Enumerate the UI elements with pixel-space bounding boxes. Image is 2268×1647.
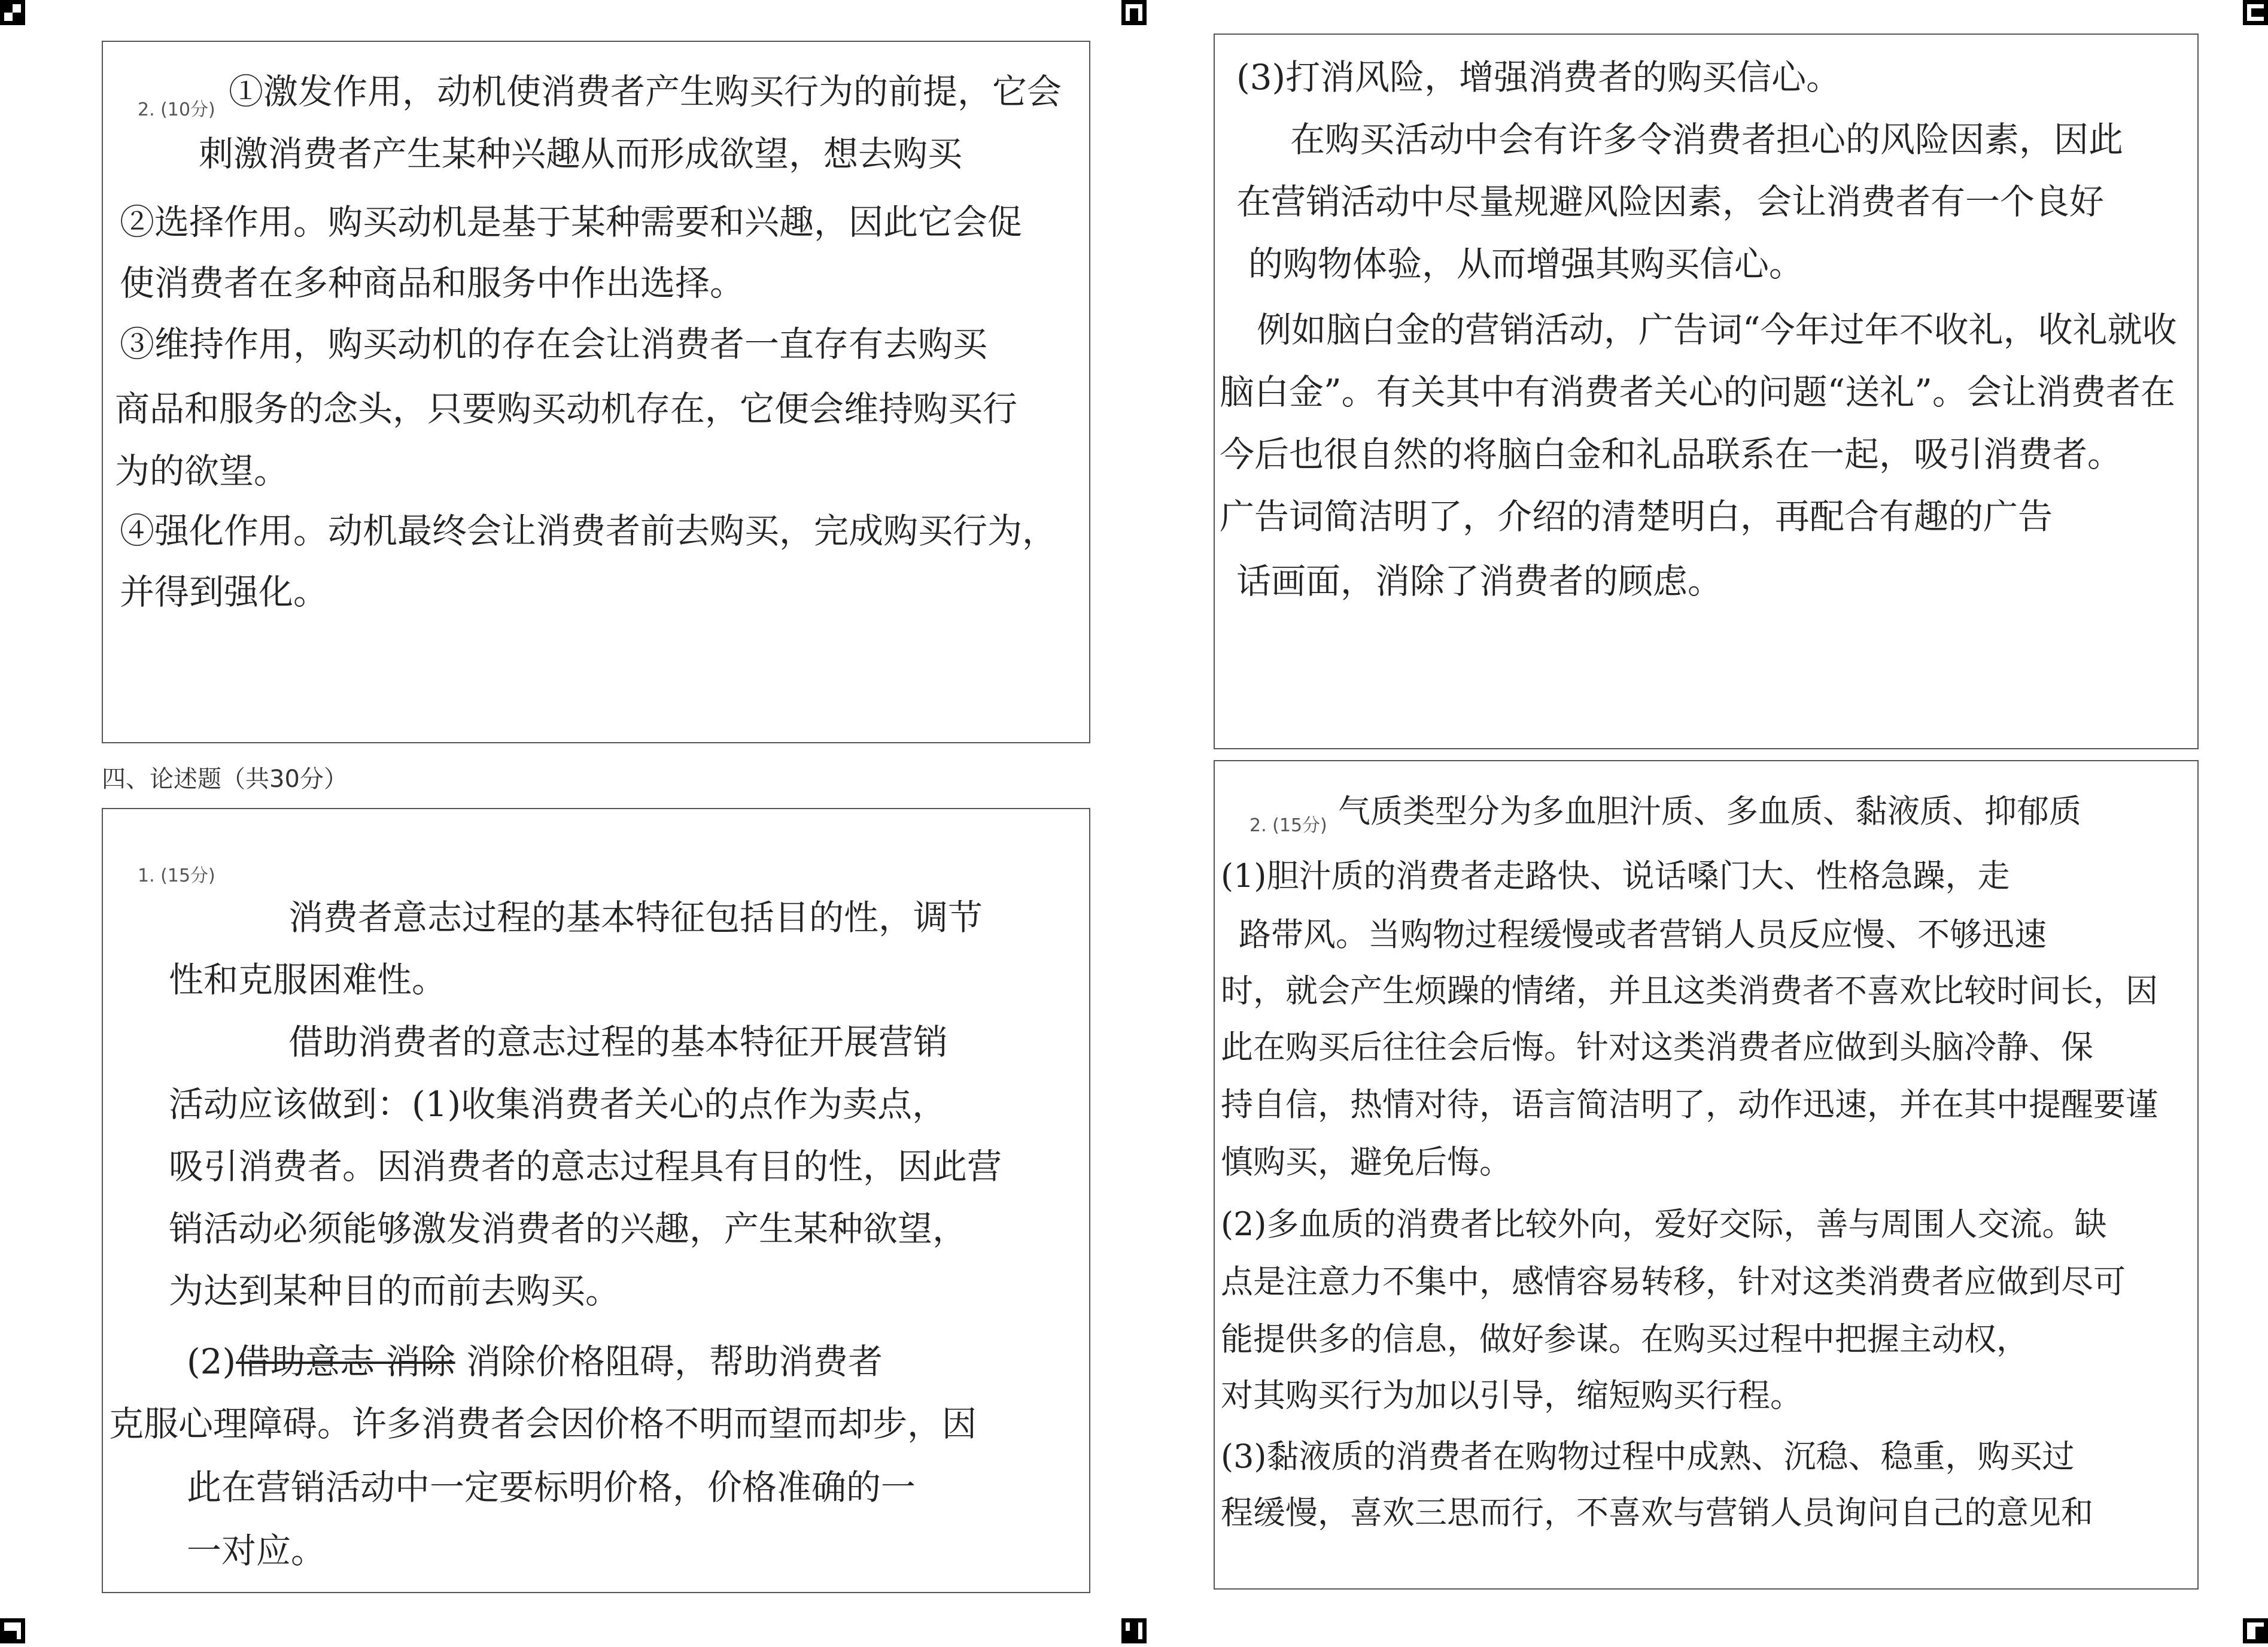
answer-line: 活动应该做到：(1)收集消费者关心的点作为卖点，: [169, 1084, 947, 1125]
answer-box-q4-1: [102, 808, 1090, 1593]
answer-line: 话画面，消除了消费者的顾虑。: [1236, 561, 1723, 601]
answer-line: ①激发作用，动机使消费者产生购买行为的前提，它会: [229, 71, 1062, 112]
item-number: (2): [187, 1341, 236, 1382]
answer-line: (2)多血质的消费者比较外向，爱好交际，善与周围人交流。缺: [1221, 1205, 2107, 1243]
handwritten-answer: [1215, 35, 2197, 748]
answer-line: 刺激消费者产生某种兴趣从而形成欲望，想去购买: [199, 133, 963, 174]
answer-line: ④强化作用。动机最终会让消费者前去购买，完成购买行为，: [120, 510, 1057, 551]
corner-marker-bottom-right: [2243, 1618, 2268, 1643]
answer-line: 路带风。当购物过程缓慢或者营销人员反应慢、不够迅速: [1239, 916, 2047, 953]
answer-line: 在营销活动中尽量规避风险因素，会让消费者有一个良好: [1236, 181, 2105, 222]
answer-line: 为达到某种目的而前去购买。: [169, 1271, 621, 1311]
answer-line: 气质类型分为多血胆汁质、多血质、黏液质、抑郁质: [1338, 792, 2081, 830]
section-heading: 四、论述题（共30分）: [102, 765, 348, 793]
answer-line: 时，就会产生烦躁的情绪，并且这类消费者不喜欢比较时间长，因: [1221, 972, 2158, 1010]
answer-line: (3)打消风险，增强消费者的购买信心。: [1236, 57, 1841, 98]
question-number: 2. (10分): [138, 99, 215, 120]
corner-marker-top-right: [2243, 0, 2268, 25]
answer-line: 性和克服困难性。: [169, 959, 447, 1000]
answer-text: 消除价格阻碍，帮助消费者: [466, 1341, 883, 1382]
answer-line: 吸引消费者。因消费者的意志过程具有目的性，因此营: [169, 1146, 1002, 1187]
answer-line: 消费者意志过程的基本特征包括目的性，调节: [288, 897, 983, 938]
answer-line: 持自信，热情对待，语言简洁明了，动作迅速，并在其中提醒要谨: [1221, 1086, 2158, 1123]
answer-line: 克服心理障碍。许多消费者会因价格不明而望而却步，因: [109, 1403, 977, 1444]
struck-out-text: 借助意志 消除: [236, 1341, 455, 1382]
corner-marker-top-center: [1121, 0, 1147, 25]
answer-box-q4-2: [1214, 760, 2199, 1590]
answer-line: 并得到强化。: [120, 572, 329, 612]
answer-line: 对其购买行为加以引导，缩短购买行程。: [1221, 1376, 1802, 1414]
answer-line: 脑白金”。有关其中有消费者关心的问题“送礼”。会让消费者在: [1220, 372, 2175, 412]
question-number: 2. (15分): [1249, 815, 1327, 836]
answer-line: 一对应。: [187, 1530, 326, 1571]
answer-line: ②选择作用。购买动机是基于某种需要和兴趣，因此它会促: [120, 202, 1023, 242]
answer-line: 此在营销活动中一定要标明价格，价格准确的一: [187, 1467, 916, 1508]
answer-line: 广告词简洁明了，介绍的清楚明白，再配合有趣的广告: [1220, 496, 2053, 537]
answer-line: 销活动必须能够激发消费者的兴趣，产生某种欲望，: [169, 1208, 968, 1249]
answer-box-q3-2: [102, 41, 1090, 743]
question-number: 1. (15分): [138, 865, 215, 886]
answer-line: 的购物体验，从而增强其购买信心。: [1248, 244, 1804, 284]
answer-line: 例如脑白金的营销活动，广告词“今年过年不收礼，收礼就收: [1257, 309, 2177, 350]
answer-box-continued: [1214, 34, 2199, 749]
handwritten-answer: [1215, 761, 2197, 1588]
corner-marker-bottom-left: [0, 1618, 25, 1643]
answer-line: 使消费者在多种商品和服务中作出选择。: [120, 263, 745, 303]
corner-marker-bottom-center: [1121, 1618, 1147, 1643]
answer-line: 借助消费者的意志过程的基本特征开展营销: [288, 1022, 948, 1062]
answer-line: 今后也很自然的将脑白金和礼品联系在一起，吸引消费者。: [1220, 434, 2123, 475]
corner-marker-top-left: [0, 0, 25, 25]
answer-line: 在购买活动中会有许多令消费者担心的风险因素，因此: [1290, 119, 2124, 160]
handwritten-answer: [103, 42, 1089, 742]
answer-line: 程缓慢，喜欢三思而行，不喜欢与营销人员询问自己的意见和: [1221, 1494, 2093, 1531]
answer-line: (1)胆汁质的消费者走路快、说话嗓门大、性格急躁，走: [1221, 857, 2010, 895]
answer-line: ③维持作用，购买动机的存在会让消费者一直存有去购买: [120, 324, 988, 364]
answer-line-with-correction: [187, 1330, 883, 1393]
answer-line: (3)黏液质的消费者在购物过程中成熟、沉稳、稳重，购买过: [1221, 1438, 2075, 1475]
answer-line: 能提供多的信息，做好参谋。在购买过程中把握主动权，: [1221, 1320, 2029, 1358]
answer-line: 点是注意力不集中，感情容易转移，针对这类消费者应做到尽可: [1221, 1263, 2126, 1300]
handwritten-answer: [103, 809, 1089, 1592]
answer-line: 商品和服务的念头，只要购买动机存在，它便会维持购买行: [115, 388, 1018, 429]
answer-line: 为的欲望。: [115, 451, 289, 491]
answer-line: 此在购买后往往会后悔。针对这类消费者应做到头脑冷静、保: [1221, 1028, 2093, 1066]
answer-line: 慎购买，避免后悔。: [1221, 1143, 1512, 1181]
